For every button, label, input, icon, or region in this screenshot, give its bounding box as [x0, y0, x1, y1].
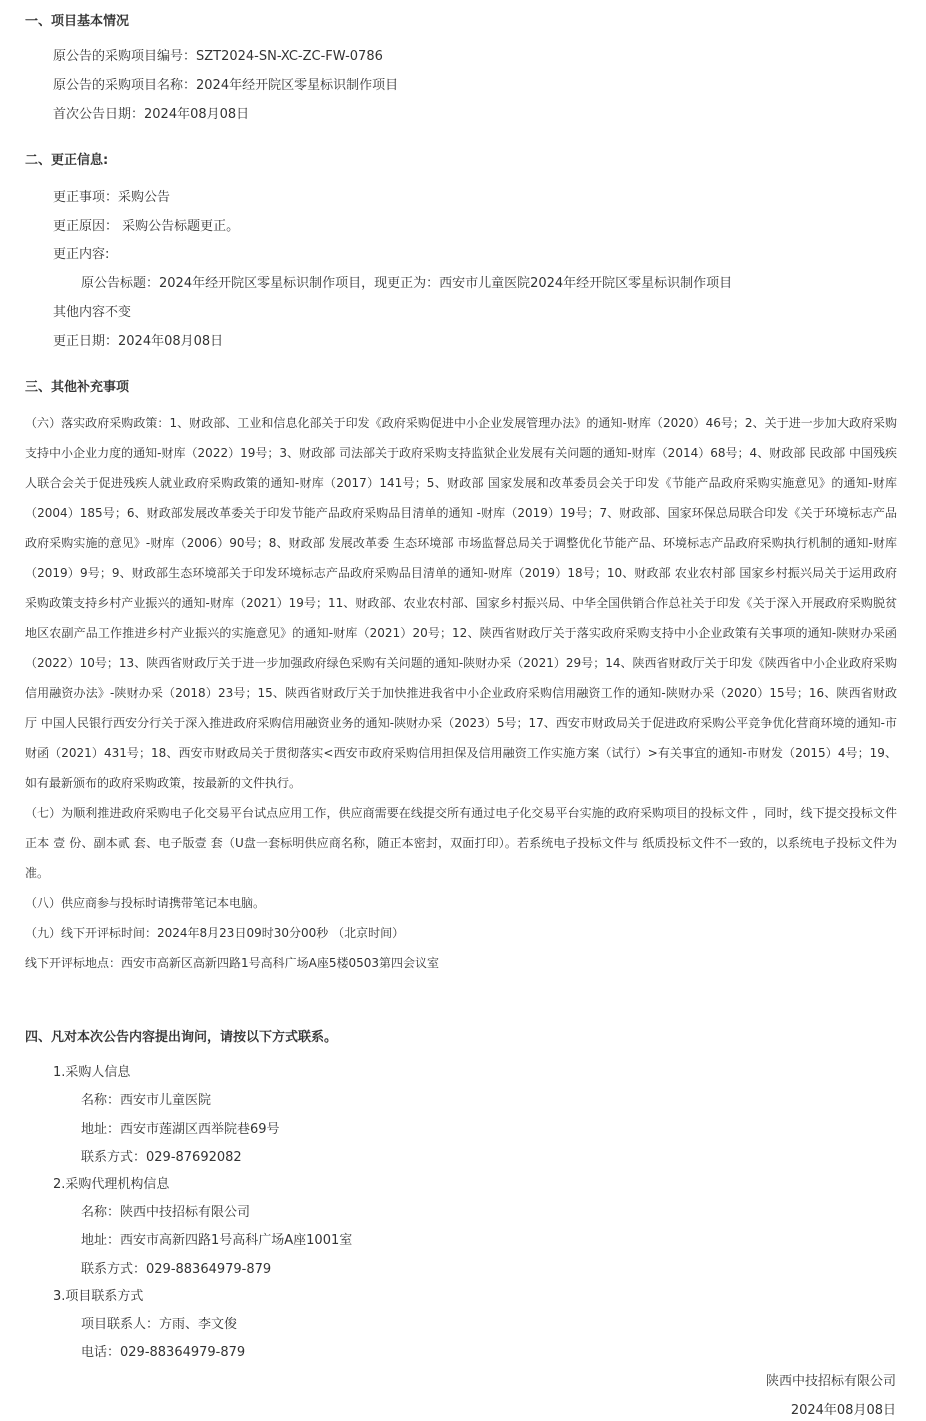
paragraph-bid-submission: （七）为顺利推进政府采购电子化交易平台试点应用工作，供应商需要在线提交所有通过电子化交易平台实施的政府采购项目的投标文件 ，同时，线下提交投标文件正本 壹 份、副本贰 套、电子版壹 套（U盘一套标明供应商名称，随正本密封，双面打印）。若系统电子投标文件与 纸质投标文件不一致的，以系统电子投标文件为准。 — [25, 806, 897, 880]
other-content-unchanged: 其他内容不变 — [53, 305, 132, 320]
buyer-name: 名称：西安市儿童医院 — [81, 1093, 212, 1108]
agency-info-title: 2.采购代理机构信息 — [53, 1177, 170, 1192]
paragraph-policy: （六）落实政府采购政策：1、财政部、工业和信息化部关于印发《政府采购促进中小企业发展管理办法》的通知-财库（2020）46号；2、关于进一步加大政府采购支持中小企业力度的通知-财库（2022）19号；3、财政部 司法部关于政府采购支持监狱企业发展有关问题的通知-财库（2014）68号；4、财政部 民政部 中国残疾人联合会关于促进残疾人就业政府采购政策的通知-财库（2017）141号；5、财政部 国家发展和改革委员会关于印发《节能产品政府采购实施意见》的通知-财库（2004）185号；6、财政部发展改革委关于印发节能产品政府采购品目清单的通知 -财库（2019）19号；7、财政部、国家环保总局联合印发《关于环境标志产品政府采购实施的意见》-财库（2006）90号；8、财政部 发展改革委 生态环境部 市场监督总局关于调整优化节能产品、环境标志产品政府采购执行机制的通知-财库（2019）9号；9、财政部生态环境部关于印发环境标志产品政府采购品目清单的通知-财库（2019）18号；10、财政部 农业农村部 国家乡村振兴局关于运用政府采购政策支持乡村产业振兴的通知-财库（2021）19号；11、财政部、农业农村部、国家乡村振兴局、中华全国供销合作总社关于印发《关于深入开展政府采购脱贫地区农副产品工作推进乡村产业振兴的实施意见》的通知-财库（2021）20号；12、陕西省财政厅关于落实政府采购支持中小企业政策有关事项的通知-陕财办采函（2022）10号；13、陕西省财政厅关于进一步加强政府绿色采购有关问题的通知-陕财办采（2021）29号；14、陕西省财政厅关于印发《陕西省中小企业政府采购信用融资办法》-陕财办采（2018）23号；15、陕西省财政厅关于加快推进我省中小企业政府采购信用融资工作的通知-陕财办采（2020）15号；16、陕西省财政厅 中国人民银行西安分行关于深入推进政府采购信用融资业务的通知-陕财办采（2023）5号；17、西安市财政局关于促进政府采购公平竞争优化营商环境的通知-市财函（2021）431号；18、西安市财政局关于贯彻落实<西安市政府采购信用担保及信用融资工作实施方案（试行）>有关事宜的通知-市财发（2015）4号；19、如有最新颁布的政府采购政策，按最新的文件执行。 — [25, 416, 897, 790]
project-contact-title: 3.项目联系方式 — [53, 1289, 144, 1304]
signature-date: 2024年08月08日 — [790, 1403, 896, 1418]
section-heading-supplementary: 三、其他补充事项 — [25, 380, 130, 395]
project-contact-phone: 电话：029-88364979-879 — [81, 1345, 246, 1360]
buyer-phone: 联系方式：029-87692082 — [81, 1150, 242, 1165]
original-project-number: 原公告的采购项目编号：SZT2024-SN-XC-ZC-FW-0786 — [53, 49, 383, 64]
section-heading-basic-info: 一、项目基本情况 — [25, 14, 130, 29]
paragraph-laptop: （八）供应商参与投标时请携带笔记本电脑。 — [25, 896, 266, 910]
buyer-address: 地址：西安市莲湖区西举院巷69号 — [81, 1122, 280, 1137]
section-heading-contact: 四、凡对本次公告内容提出询问，请按以下方式联系。 — [25, 1030, 338, 1045]
paragraph-bid-opening-location: 线下开评标地点：西安市高新区高新四路1号高科广场A座5楼0503第四会议室 — [25, 956, 440, 970]
agency-address: 地址：西安市高新四路1号高科广场A座1001室 — [81, 1233, 353, 1248]
correction-content: 原公告标题：2024年经开院区零星标识制作项目，现更正为：西安市儿童医院2024年经开院区零星标识制作项目 — [81, 276, 733, 291]
correction-date: 更正日期：2024年08月08日 — [53, 334, 224, 349]
correction-item: 更正事项：采购公告 — [53, 190, 171, 205]
paragraph-bid-opening-time: （九）线下开评标时间：2024年8月23日09时30分00秒 （北京时间） — [25, 926, 405, 940]
supplementary-paragraphs — [25, 408, 897, 978]
correction-content-label: 更正内容: — [53, 247, 110, 262]
project-contact-person: 项目联系人：方雨、李文俊 — [81, 1317, 238, 1332]
agency-name: 名称：陕西中技招标有限公司 — [81, 1205, 251, 1220]
signature-organization: 陕西中技招标有限公司 — [765, 1374, 896, 1389]
first-announcement-date: 首次公告日期：2024年08月08日 — [53, 107, 250, 122]
agency-phone: 联系方式：029-88364979-879 — [81, 1262, 272, 1277]
buyer-info-title: 1.采购人信息 — [53, 1065, 131, 1080]
section-heading-correction-info: 二、更正信息: — [25, 153, 109, 168]
correction-reason: 更正原因： 采购公告标题更正。 — [53, 219, 240, 234]
original-project-name: 原公告的采购项目名称：2024年经开院区零星标识制作项目 — [53, 78, 399, 93]
